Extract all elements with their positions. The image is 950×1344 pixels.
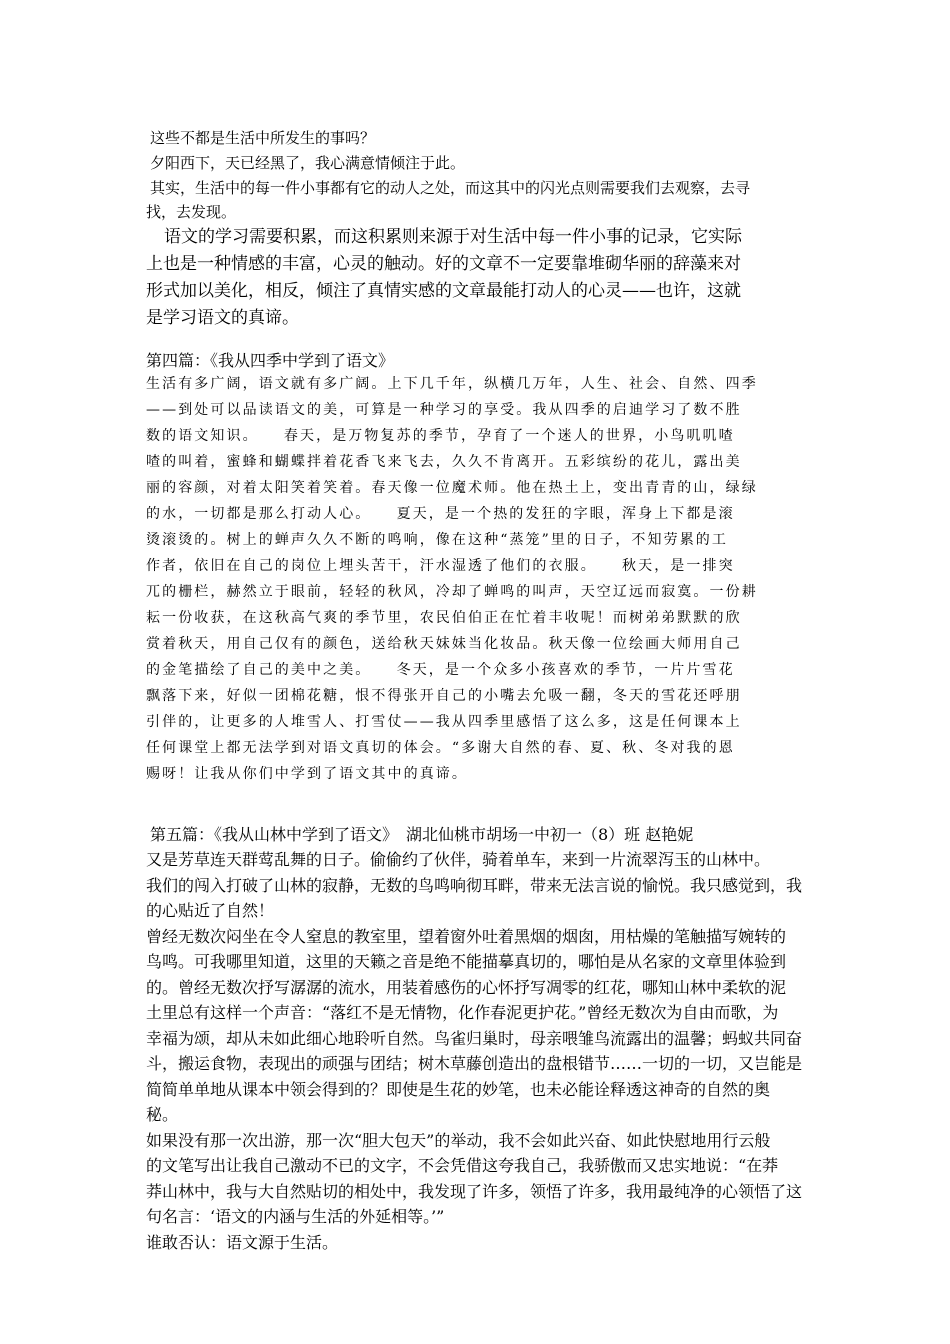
- article5-line: 曾经无数次闷坐在令人窒息的教室里，望着窗外吐着黑烟的烟囱，用枯燥的笔触描写婉转的: [146, 926, 787, 946]
- article5-body: [146, 847, 802, 1255]
- article5-line: 斗，搬运食物，表现出的顽强与团结；树木草藤创造出的盘根错节……一切的一切，又岂能是: [146, 1054, 803, 1073]
- summary-line: 上也是一种情感的丰富，心灵的触动。好的文章不一定要靠堆砌华丽的辞藻来对: [146, 254, 741, 274]
- summary-paragraph: [146, 224, 742, 332]
- summary-line: 形式加以美化，相反，倾注了真情实感的文章最能打动人的心灵——也许，这就: [146, 281, 741, 301]
- article4-body: [146, 371, 758, 787]
- article4-line: 引伴的，让更多的人堆雪人、打雪仗——我从四季里感悟了这么多，这是任何课本上: [146, 714, 742, 730]
- article5-line: 幸福为颂，却从未如此细心地聆听自然。鸟雀归巢时，母亲喂雏鸟流露出的温馨；蚂蚁共同奋: [146, 1028, 803, 1048]
- article4-line: 喳的叫着，蜜蜂和蝴蝶拌着花香飞来飞去，久久不肯离开。五彩缤纷的花儿，露出美: [146, 454, 742, 470]
- article5-line: 句名言：‘语文的内涵与生活的外延相等。’”: [146, 1207, 445, 1226]
- article5-line: 的。曾经无数次抒写潺潺的流水，用装着感伤的心怀抒写凋零的红花，哪知山林中柔软的泥: [146, 977, 787, 997]
- intro-line: 其实，生活中的每一件小事都有它的动人之处，而这其中的闪光点则需要我们去观察，去寻: [150, 179, 751, 197]
- article4-line: 耘一份收获，在这秋高气爽的季节里，农民伯伯正在忙着丰收呢！而树弟弟默默的欣: [146, 610, 742, 626]
- article4-line: 兀的栅栏，赫然立于眼前，轻轻的秋风，冷却了蝉鸣的叫声，天空辽远而寂寞。一份耕: [146, 584, 758, 600]
- article4-line: 的水，一切都是那么打动人心。 夏天，是一个热的发狂的字眼，浑身上下都是滚: [146, 506, 735, 522]
- intro-line: 夕阳西下，天已经黑了，我心满意情倾注于此。: [150, 154, 466, 172]
- article4-line: 飘落下来，好似一团棉花糖，恨不得张开自己的小嘴去允吸一翻，冬天的雪花还呼朋: [146, 688, 742, 704]
- article5-line: 的心贴近了自然！: [146, 901, 275, 920]
- article5-line: 的文笔写出让我自己激动不已的文字，不会凭借这夸我自己，我骄傲而又忠实地说：“在莽: [146, 1156, 779, 1175]
- article5-line: 谁敢否认：语文源于生活。: [146, 1232, 339, 1252]
- article4-line: 丽的容颜，对着太阳笑着笑着。春天像一位魔术师。他在热土上，变出青青的山，绿绿: [146, 480, 758, 496]
- intro-line: 这些不都是生活中所发生的事吗？: [150, 129, 376, 147]
- article5-title: 第五篇：《我从山林中学到了语文》 湖北仙桃市胡场一中初一（8）班 赵艳妮: [150, 825, 694, 844]
- article4-line: 赐呀！让我从你们中学到了语文其中的真谛。: [146, 766, 468, 782]
- summary-line: 语文的学习需要积累，而这积累则来源于对生活中每一件小事的记录，它实际: [164, 227, 742, 247]
- article4-line: 数的语文知识。 春天，是万物复苏的季节，孕育了一个迷人的世界，小鸟叽叽喳: [146, 428, 735, 444]
- article4-line: 任何课堂上都无法学到对语文真切的体会。“多谢大自然的春、夏、秋、冬对我的恩: [146, 740, 735, 756]
- summary-line: 是学习语文的真谛。: [146, 308, 299, 328]
- article4-line: 烫滚烫的。树上的蝉声久久不断的鸣响，像在这种“蒸笼”里的日子，不知劳累的工: [146, 532, 729, 548]
- article4-line: 生活有多广阔，语文就有多广阔。上下几千年，纵横几万年，人生、社会、自然、四季: [146, 376, 758, 392]
- article4-title: 第四篇：《我从四季中学到了语文》: [146, 351, 395, 370]
- article5-line: 如果没有那一次出游，那一次“胆大包天”的举动，我不会如此兴奋、如此快慰地用行云般: [146, 1130, 771, 1150]
- article5-line: 鸟鸣。可我哪里知道，这里的天籁之音是绝不能描摹真切的，哪怕是从名家的文章里体验到: [146, 952, 787, 971]
- article5-line: 我们的闯入打破了山林的寂静，无数的鸟鸣响彻耳畔，带来无法言说的愉悦。我只感觉到，我: [146, 875, 803, 895]
- article5-line: 简简单单地从课本中领会得到的？即使是生花的妙笔，也未必能诠释透这神奇的自然的奥: [146, 1079, 771, 1099]
- article4-line: ——到处可以品读语文的美，可算是一种学习的享受。我从四季的启迪学习了数不胜: [146, 402, 742, 418]
- article5-line: 土里总有这样一个声音：“落红不是无情物，化作春泥更护花。”曾经无数次为自由而歌，为: [146, 1003, 779, 1022]
- article4-line: 赏着秋天，用自己仅有的颜色，送给秋天妹妹当化妆品。秋天像一位绘画大师用自己: [146, 636, 742, 652]
- article5-line: 秘。: [146, 1105, 179, 1124]
- article4-line: 作者，依旧在自己的岗位上埋头苦干，汗水湿透了他们的衣服。 秋天，是一排突: [146, 558, 735, 574]
- article5-line: 又是芳草连天群莺乱舞的日子。偷偷约了伙伴，骑着单车，来到一片流翠泻玉的山林中。: [146, 850, 771, 869]
- article4-line: 的金笔描绘了自己的美中之美。 冬天，是一个众多小孩喜欢的季节，一片片雪花: [146, 662, 735, 678]
- intro-line: 找，去发现。: [146, 203, 237, 221]
- article5-line: 莽山林中，我与大自然贴切的相处中，我发现了许多，领悟了许多，我用最纯净的心领悟了这: [146, 1181, 803, 1201]
